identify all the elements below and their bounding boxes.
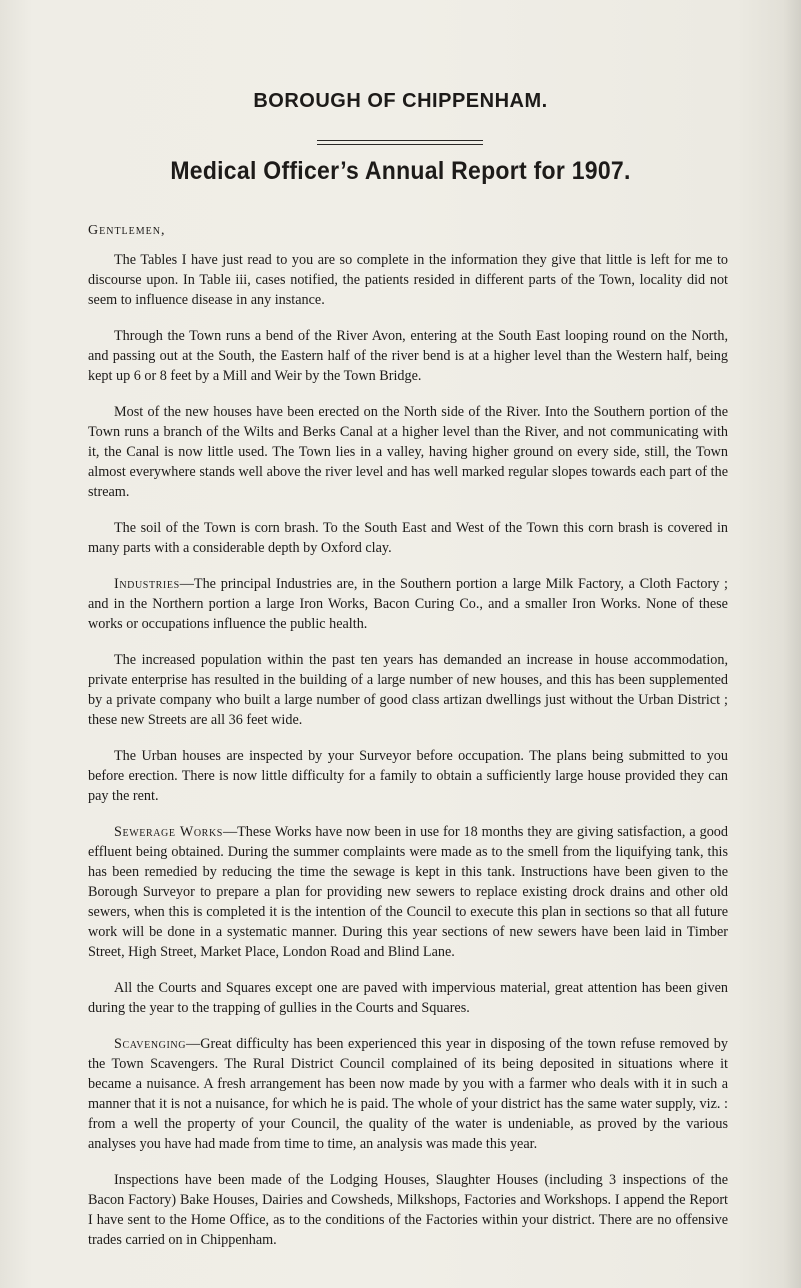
borough-heading: BOROUGH OF CHIPPENHAM. bbox=[253, 90, 548, 112]
paragraph bbox=[88, 518, 728, 558]
paragraph bbox=[88, 250, 728, 310]
paragraph-text: Through the Town runs a bend of the River Avon, entering at the South East looping round on the North, and passing out at the South, the Eastern half of the river bend is at a higher level than the Western half, being kept up 6 or 8 feet by a Mill and Weir by the Town Bridge. bbox=[88, 328, 728, 384]
report-title: Medical Officer’s Annual Report for 1907. bbox=[170, 157, 631, 185]
paragraph-text: —These Works have now been in use for 18 months they are giving satisfaction, a good effluent being obtained. During the summer complaints were made as to the smell from the liquifying tank, this has been remedied by reducing the time the sewage is kept in this tank. Instructions have been given to the Borough Surveyor to prepare a plan for providing new sewers to replace existing drock drains and other old sewers, when this is completed it is the intention of the Council to execute this plan in sections so that all future work will be done in a systematic manner. During this year sections of new sewers have been laid in Timber Street, High Street, Market Place, London Road and Blind Lane. bbox=[88, 824, 728, 960]
paragraph-text: All the Courts and Squares except one are paved with impervious material, great attention has been given during the year to the trapping of gullies in the Courts and Squares. bbox=[88, 980, 728, 1016]
heading-rule-bottom bbox=[317, 144, 483, 145]
page-edge-shadow bbox=[783, 0, 801, 1288]
paragraph-text: —Great difficulty has been experienced this year in disposing of the town refuse removed by the Town Scavengers. The Rural District Council complained of its being deposited in situations where it became a nuisance. A fresh arrangement has been now made by you with a farmer who deals with it in such a manner that it is not a nuisance, for which he is paid. The whole of your district has the same water supply, viz. : from a well the property of your Council, the quality of the water is undeniable, as proved by the various analyses you have had made from time to time, an analysis was made this year. bbox=[88, 1036, 728, 1152]
report-body bbox=[88, 250, 728, 1266]
paragraph-text: The Tables I have just read to you are so complete in the information they give that little is left for me to discourse upon. In Table iii, cases notified, the patients resided in different parts of the Town, locality did not seem to influence disease in any instance. bbox=[88, 252, 728, 308]
paragraph-scavenging bbox=[88, 1034, 728, 1154]
heading-rule-top bbox=[317, 140, 483, 141]
paragraph bbox=[88, 650, 728, 730]
paragraph bbox=[88, 978, 728, 1018]
salutation: Gentlemen, bbox=[88, 223, 166, 238]
paragraph-lead: Scavenging bbox=[114, 1036, 187, 1052]
paragraph-lead: Sewerage Works bbox=[114, 824, 223, 840]
paragraph-text: —The principal Industries are, in the Southern portion a large Milk Factory, a Cloth Factory ; and in the Northern portion a large Iron Works, Bacon Curing Co., and a smaller Iron Works. None of these works or occupations influence the public health. bbox=[88, 576, 728, 632]
paragraph-text: The Urban houses are inspected by your Surveyor before occupation. The plans being submitted to you before erection. There is now little difficulty for a family to obtain a sufficiently large house provided they can pay the rent. bbox=[88, 748, 728, 804]
paragraph bbox=[88, 746, 728, 806]
paragraph-text: Inspections have been made of the Lodging Houses, Slaughter Houses (including 3 inspections of the Bacon Factory) Bake Houses, Dairies and Cowsheds, Milkshops, Factories and Workshops. I append the Report I have sent to the Home Office, as to the conditions of the Factories within your district. There are no offensive trades carried on in Chippenham. bbox=[88, 1172, 728, 1248]
paragraph-text: The increased population within the past ten years has demanded an increase in house accommodation, private enterprise has resulted in the building of a large number of new houses, and this has been supplemented by a private company who built a large number of good class artizan dwellings just without the Urban District ; these new Streets are all 36 feet wide. bbox=[88, 652, 728, 728]
paragraph bbox=[88, 402, 728, 502]
paragraph bbox=[88, 1170, 728, 1250]
paragraph-industries bbox=[88, 574, 728, 634]
paragraph-text: Most of the new houses have been erected on the North side of the River. Into the Southern portion of the Town runs a branch of the Wilts and Berks Canal at a higher level than the River, and not communicating with it, the Canal is now little used. The Town lies in a valley, having higher ground on every side, still, the Town almost everywhere stands well above the river level and has well marked regular slopes towards each part of the stream. bbox=[88, 404, 728, 500]
paragraph-lead: Industries bbox=[114, 576, 180, 592]
paragraph bbox=[88, 326, 728, 386]
paragraph-sewerage-works bbox=[88, 822, 728, 962]
paragraph-text: The soil of the Town is corn brash. To the South East and West of the Town this corn brash is covered in many parts with a considerable depth by Oxford clay. bbox=[88, 520, 728, 556]
